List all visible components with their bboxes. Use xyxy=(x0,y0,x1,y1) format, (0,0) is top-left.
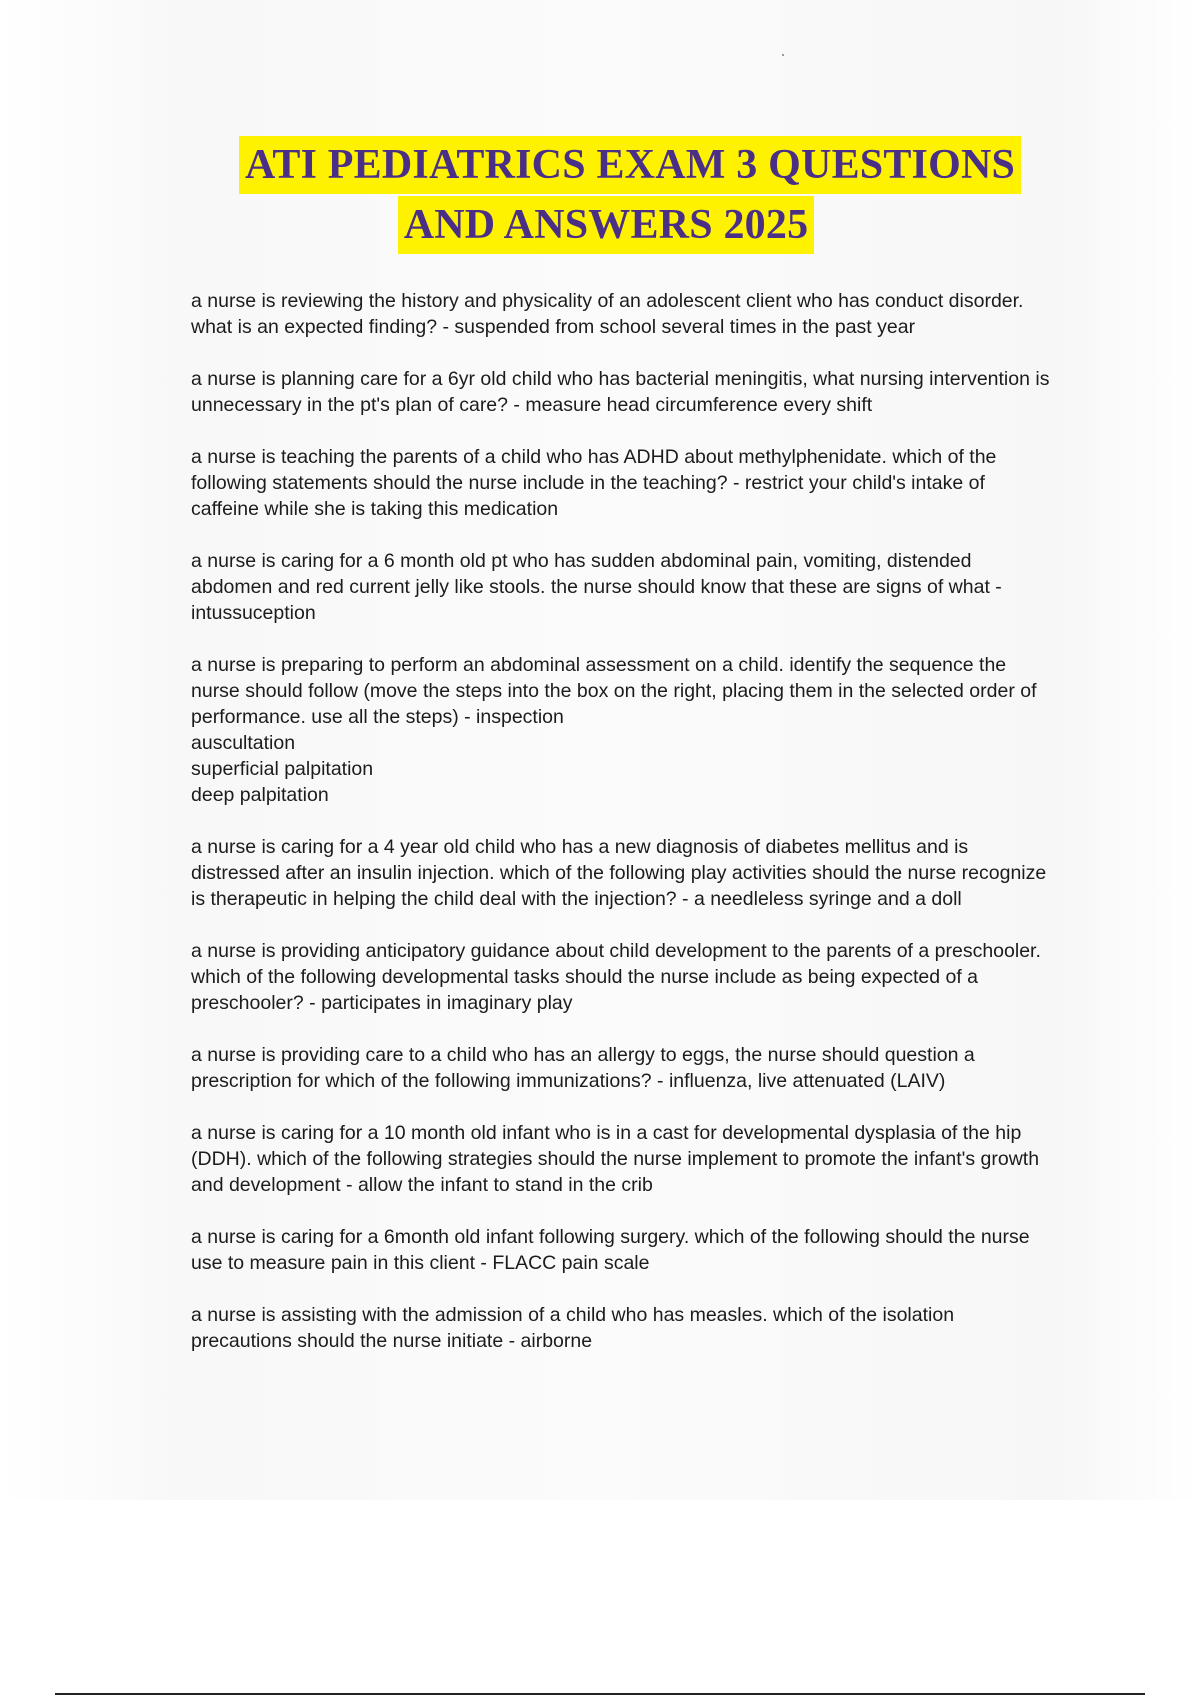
qa-item: a nurse is teaching the parents of a child who has ADHD about methylphenidate. which of the following statements should the nurse include in the teaching? - restrict your child's intake of caffeine while she is taking this medication xyxy=(191,446,997,520)
qa-list xyxy=(191,288,1051,1380)
title-line-2: AND ANSWERS 2025 xyxy=(398,196,815,254)
footer-divider xyxy=(55,1693,1145,1695)
qa-item: a nurse is assisting with the admission of a child who has measles. which of the isolation precautions should the nurse initiate - airborne xyxy=(191,1304,955,1352)
qa-item: a nurse is reviewing the history and physicality of an adolescent client who has conduct disorder. what is an expected finding? - suspended from school several times in the past year xyxy=(191,290,1024,338)
scan-speck xyxy=(782,54,784,56)
document-title xyxy=(0,136,1200,254)
qa-item: a nurse is providing care to a child who has an allergy to eggs, the nurse should question a prescription for which of the following immunizations? - influenza, live attenuated (LAIV) xyxy=(191,1044,975,1092)
qa-item: a nurse is planning care for a 6yr old child who has bacterial meningitis, what nursing intervention is unnecessary in the pt's plan of care? - measure head circumference every shift xyxy=(191,368,1050,416)
qa-item: a nurse is caring for a 6 month old pt who has sudden abdominal pain, vomiting, distended abdomen and red current jelly like stools. the nurse should know that these are signs of what - intussuception xyxy=(191,550,1002,624)
qa-item: a nurse is providing anticipatory guidance about child development to the parents of a preschooler. which of the following developmental tasks should the nurse include as being expected of a preschooler? - participates in imaginary play xyxy=(191,940,1041,1014)
qa-item: a nurse is preparing to perform an abdominal assessment on a child. identify the sequence the nurse should follow (move the steps into the box on the right, placing them in the selected order of performance. use all the steps) - inspection auscultation superficial palpitation deep palpitation xyxy=(191,654,1037,806)
qa-item: a nurse is caring for a 4 year old child who has a new diagnosis of diabetes mellitus and is distressed after an insulin injection. which of the following play activities should the nurse recognize is therapeutic in helping the child deal with the injection? - a needleless syringe and a doll xyxy=(191,836,1047,910)
title-line-1: ATI PEDIATRICS EXAM 3 QUESTIONS xyxy=(239,136,1021,194)
qa-item: a nurse is caring for a 6month old infant following surgery. which of the following should the nurse use to measure pain in this client - FLACC pain scale xyxy=(191,1226,1030,1274)
qa-item: a nurse is caring for a 10 month old infant who is in a cast for developmental dysplasia of the hip (DDH). which of the following strategies should the nurse implement to promote the infant's growth and development - allow the infant to stand in the crib xyxy=(191,1122,1040,1196)
